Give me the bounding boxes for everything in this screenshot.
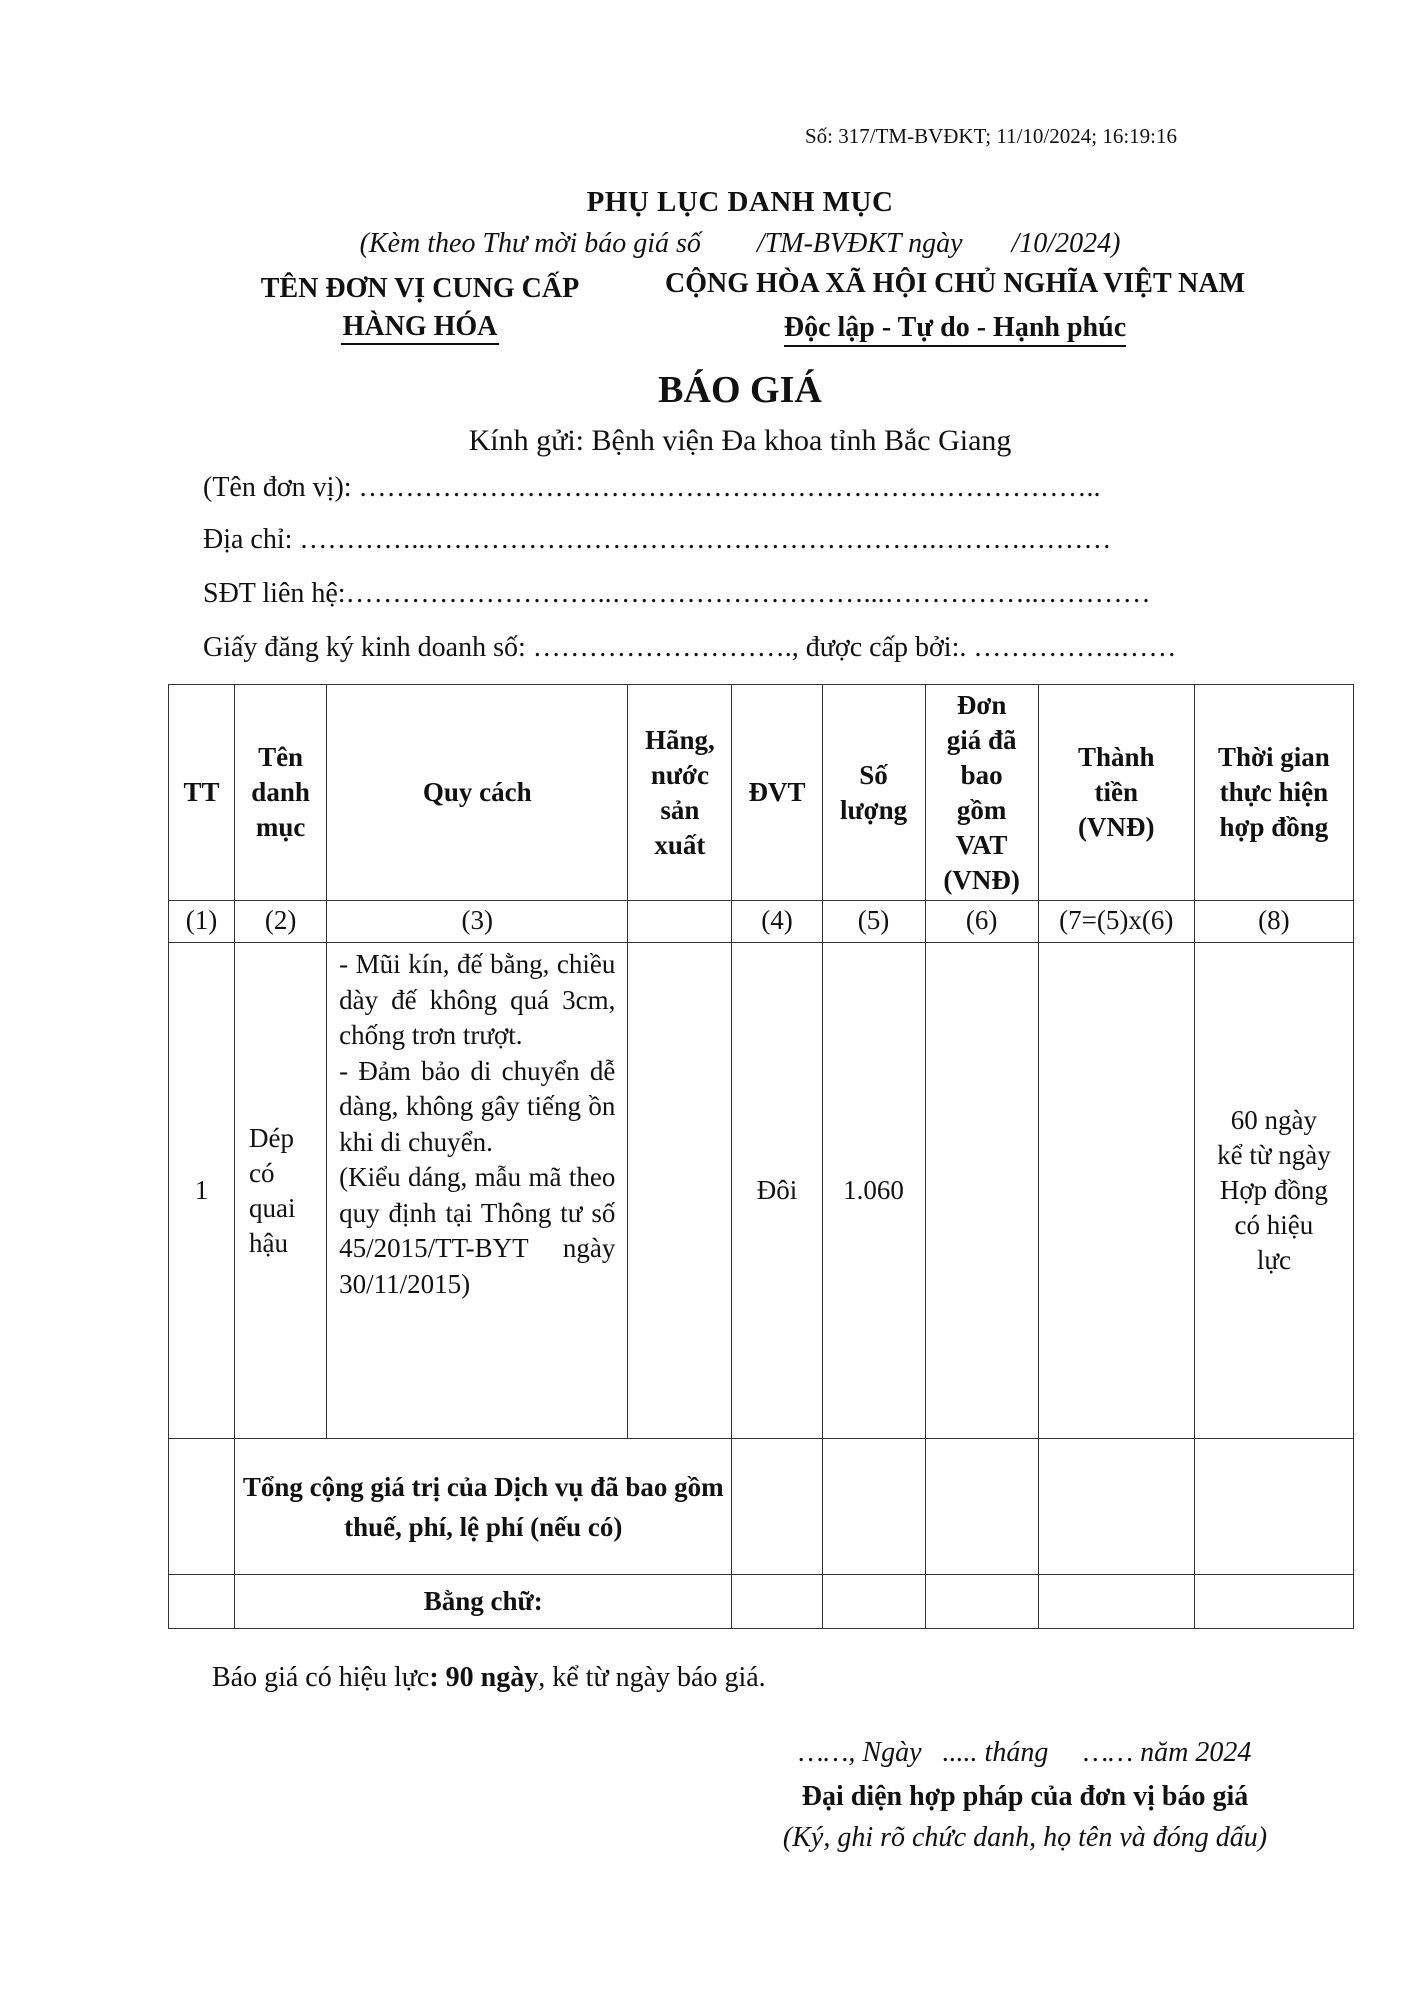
words-empty-amount [1038,1575,1194,1629]
header-specification: Quy cách [327,685,628,901]
business-license-field: Giấy đăng ký kinh doanh số: ………………………., được cấp bởi:. …………….…… [203,632,1177,663]
words-empty-tt [169,1575,235,1629]
col-num-9: (8) [1194,901,1353,943]
total-empty-time [1194,1439,1353,1575]
recipient-line: Kính gửi: Bệnh viện Đa khoa tỉnh Bắc Giang [468,424,1012,457]
header-unit-price: Đơn giá đã bao gồm VAT (VNĐ) [925,685,1038,901]
words-empty-price [925,1575,1038,1629]
address-field: Địa chỉ: …………..……………………………………………….……….……… [203,524,1112,555]
signature-date: ……, Ngày ..... tháng …… năm 2024 [798,1737,1252,1768]
col-num-7: (6) [925,901,1038,943]
in-words-label: Bằng chữ: [235,1575,732,1629]
col-num-2: (2) [235,901,327,943]
row-contract-time: 60 ngày kể từ ngày Hợp đồng có hiệu lực [1194,943,1353,1439]
unit-name-field: (Tên đơn vị): …………………………………………………………………….. [203,472,1101,503]
col-num-4 [628,901,732,943]
header-unit: ĐVT [732,685,822,901]
words-empty-qty [822,1575,925,1629]
total-empty-price [925,1439,1038,1575]
validity-note [212,1662,766,1694]
header-row [169,685,1354,901]
quote-title: BÁO GIÁ [658,369,822,411]
header-manufacturer: Hãng, nước sản xuất [628,685,732,901]
col-num-6: (5) [822,901,925,943]
row-manufacturer [628,943,732,1439]
row-unit-price [925,943,1038,1439]
national-motto [655,312,1255,344]
header-contract-time: Thời gian thực hiện hợp đồng [1194,685,1353,901]
total-row [169,1439,1354,1575]
row-amount [1038,943,1194,1439]
header-quantity: Số lượng [822,685,925,901]
signature-note: (Ký, ghi rõ chức danh, họ tên và đóng dấu) [782,1822,1268,1853]
in-words-row [169,1575,1354,1629]
table-row [169,943,1354,1439]
motto-text: Độc lập - Tự do - Hạnh phúc [784,312,1126,347]
validity-suffix: , kể từ ngày báo giá. [538,1662,766,1693]
republic-heading: CỘNG HÒA XÃ HỘI CHỦ NGHĨA VIỆT NAM [664,268,1246,299]
row-specification: - Mũi kín, đế bằng, chiều dày đế không quá 3cm, chống trơn trượt. - Đảm bảo di chuyển dễ dàng, không gây tiếng ồn khi di chuyển. (Kiểu dáng, mẫu mã theo quy định tại Thông tư số 45/2015/TT-BYT ngày 30/11/2015) [327,943,628,1439]
validity-prefix: Báo giá có hiệu lực [212,1662,430,1693]
row-tt: 1 [169,943,235,1439]
total-label: Tổng cộng giá trị của Dịch vụ đã bao gồm thuế, phí, lệ phí (nếu có) [235,1439,732,1575]
annex-subtitle: (Kèm theo Thư mời báo giá số /TM-BVĐKT ngày /10/2024) [359,228,1121,259]
header-item-name: Tên danh mục [235,685,327,901]
total-empty-amount [1038,1439,1194,1575]
col-num-3: (3) [327,901,628,943]
column-number-row [169,901,1354,943]
total-empty-tt [169,1439,235,1575]
col-num-5: (4) [732,901,822,943]
phone-field: SĐT liên hệ:………………………..………………………...……………..………… [203,578,1151,609]
document-number: Số: 317/TM-BVĐKT; 11/10/2024; 16:19:16 [805,124,1177,148]
header-tt: TT [169,685,235,901]
words-empty-unit [732,1575,822,1629]
row-item-name: Dép có quai hậu [235,943,327,1439]
row-quantity: 1.060 [822,943,925,1439]
header-amount: Thành tiền (VNĐ) [1038,685,1194,901]
total-empty-unit [732,1439,822,1575]
legal-representative: Đại diện hợp pháp của đơn vị báo giá [801,1781,1249,1812]
supplier-heading [230,270,610,346]
supplier-line-2: HÀNG HÓA [341,311,500,345]
annex-title: PHỤ LỤC DANH MỤC [586,186,894,218]
words-empty-time [1194,1575,1353,1629]
quotation-table [168,684,1354,1629]
col-num-8: (7=(5)x(6) [1038,901,1194,943]
supplier-line-1: TÊN ĐƠN VỊ CUNG CẤP [260,273,580,304]
validity-period: : 90 ngày [429,1662,539,1693]
col-num-1: (1) [169,901,235,943]
row-unit: Đôi [732,943,822,1439]
total-empty-qty [822,1439,925,1575]
